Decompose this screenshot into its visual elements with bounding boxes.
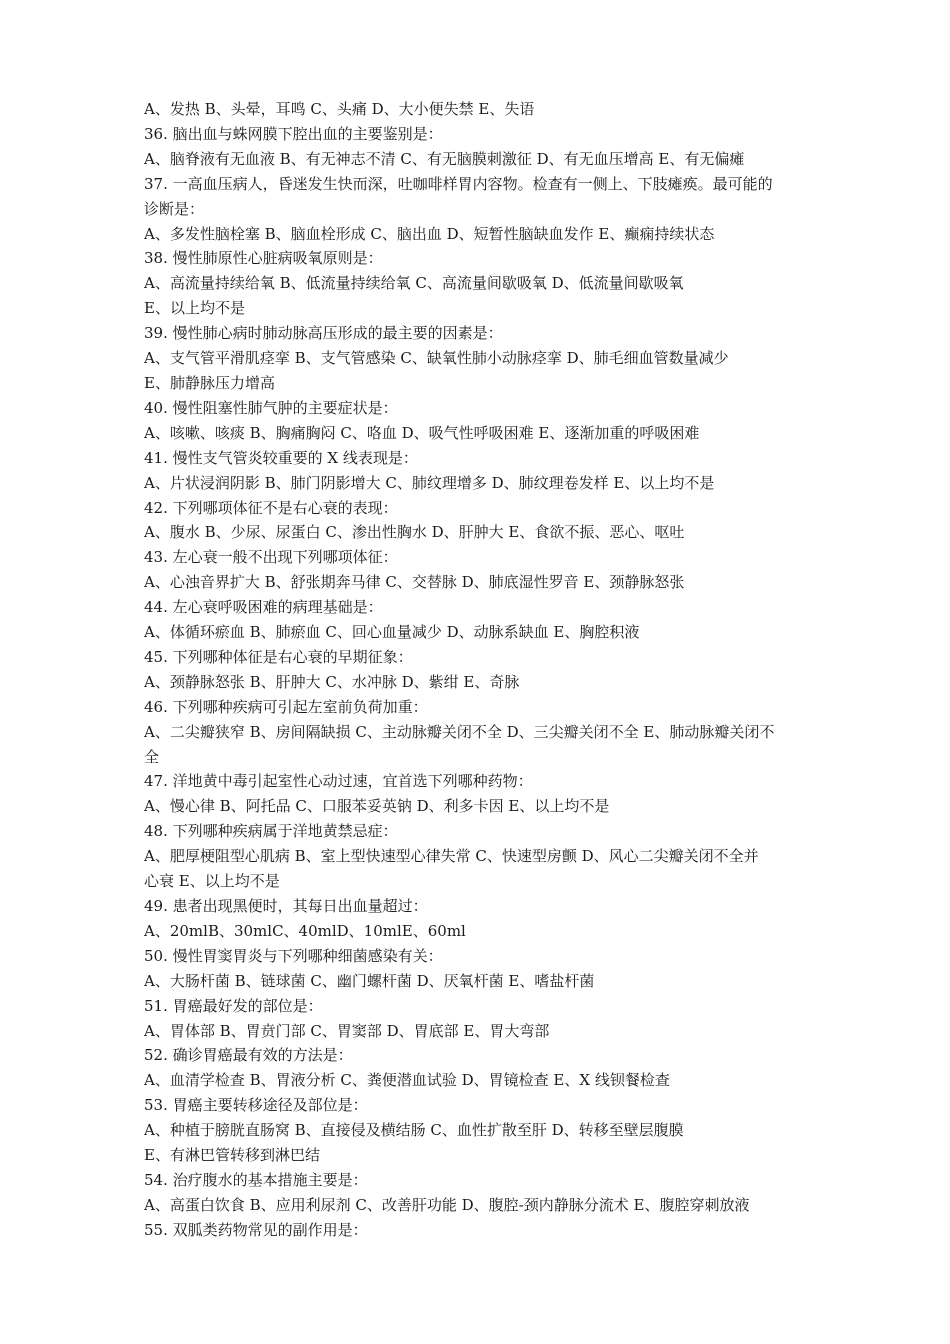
text-line: 55. 双胍类药物常见的副作用是：	[144, 1220, 368, 1239]
text-line: A、胃体部 B、胃贲门部 C、胃窦部 D、胃底部 E、胃大弯部	[144, 1021, 550, 1040]
text-line: A、片状浸润阴影 B、肺门阴影增大 C、肺纹理增多 D、肺纹理卷发样 E、以上均不是	[144, 473, 715, 492]
text-line: E、有淋巴管转移到淋巴结	[144, 1146, 320, 1165]
text-line: A、脑脊液有无血液 B、有无神志不清 C、有无脑膜刺激征 D、有无血压增高 E、有无偏瘫	[144, 149, 745, 168]
text-line: A、大肠杆菌 B、链球菌 C、幽门螺杆菌 D、厌氧杆菌 E、嗜盐杆菌	[144, 971, 595, 990]
text-line: 48. 下列哪种疾病属于洋地黄禁忌症：	[144, 822, 398, 841]
text-line: A、咳嗽、咳痰 B、胸痛胸闷 C、咯血 D、吸气性呼吸困难 E、逐渐加重的呼吸困难	[144, 423, 700, 442]
text-line: 39. 慢性肺心病时肺动脉高压形成的最主要的因素是：	[144, 324, 503, 343]
text-line: 42. 下列哪项体征不是右心衰的表现：	[144, 498, 398, 517]
text-line: 49. 患者出现黑便时，其每日出血量超过：	[144, 897, 428, 915]
text-line: 46. 下列哪种疾病可引起左室前负荷加重：	[144, 697, 428, 716]
text-line: 38. 慢性肺原性心脏病吸氧原则是：	[144, 249, 383, 268]
text-line: A、肥厚梗阻型心肌病 B、室上型快速型心律失常 C、快速型房颤 D、风心二尖瓣关闭不全并	[144, 847, 759, 866]
text-line: 诊断是：	[144, 199, 205, 218]
text-line: 心衰 E、以上均不是	[144, 872, 280, 891]
text-line: 全	[144, 747, 160, 766]
text-line: A、高流量持续给氧 B、低流量持续给氧 C、高流量间歇吸氧 D、低流量间歇吸氧	[144, 274, 684, 293]
text-line: A、慢心律 B、阿托品 C、口服苯妥英钠 D、利多卡因 E、以上均不是	[144, 797, 610, 816]
text-line: 40. 慢性阻塞性肺气肿的主要症状是：	[144, 398, 398, 417]
text-line: 52. 确诊胃癌最有效的方法是：	[144, 1046, 353, 1065]
text-line: 53. 胃癌主要转移途径及部位是：	[144, 1096, 368, 1115]
text-line: 44. 左心衰呼吸困难的病理基础是：	[144, 598, 383, 617]
text-line: 47. 洋地黄中毒引起室性心动过速，宜首选下列哪种药物：	[144, 772, 533, 791]
text-line: A、20mlB、30mlC、40mlD、10mlE、60ml	[144, 921, 466, 940]
text-line: E、肺静脉压力增高	[144, 373, 275, 392]
text-line: 43. 左心衰一般不出现下列哪项体征：	[144, 548, 398, 567]
text-line: A、多发性脑栓塞 B、脑血栓形成 C、脑出血 D、短暂性脑缺血发作 E、癫痫持续状态	[144, 224, 715, 243]
text-line: 41. 慢性支气管炎较重要的 X 线表现是：	[144, 448, 418, 467]
text-line: 54. 治疗腹水的基本措施主要是：	[144, 1170, 368, 1189]
document-page	[144, 97, 810, 1243]
text-line: 45. 下列哪种体征是右心衰的早期征象：	[144, 647, 413, 666]
text-line: A、种植于膀胱直肠窝 B、直接侵及横结肠 C、血性扩散至肝 D、转移至壁层腹膜	[144, 1121, 684, 1140]
text-line: A、血清学检查 B、胃液分析 C、粪便潜血试验 D、胃镜检查 E、X 线钡餐检查	[144, 1071, 670, 1090]
text-line: E、以上均不是	[144, 299, 245, 318]
text-line: 37. 一高血压病人，昏迷发生快而深，吐咖啡样胃内容物。检查有一侧上、下肢瘫痪。最可能的	[144, 174, 773, 193]
text-line: A、高蛋白饮食 B、应用利尿剂 C、改善肝功能 D、腹腔-颈内静脉分流术 E、腹腔穿刺放液	[144, 1195, 750, 1214]
text-line: A、颈静脉怒张 B、肝肿大 C、水冲脉 D、紫绀 E、奇脉	[144, 672, 520, 691]
text-line: A、腹水 B、少尿、尿蛋白 C、渗出性胸水 D、肝肿大 E、食欲不振、恶心、呕吐	[144, 523, 685, 542]
text-line: A、发热 B、头晕，耳鸣 C、头痛 D、大小便失禁 E、失语	[144, 100, 535, 118]
text-line: A、支气管平滑肌痉挛 B、支气管感染 C、缺氧性肺小动脉痉挛 D、肺毛细血管数量减少	[144, 349, 729, 368]
text-line: A、二尖瓣狭窄 B、房间隔缺损 C、主动脉瓣关闭不全 D、三尖瓣关闭不全 E、肺动脉瓣关闭不	[144, 722, 775, 741]
text-line: 50. 慢性胃窦胃炎与下列哪种细菌感染有关：	[144, 946, 443, 965]
text-line: A、心浊音界扩大 B、舒张期奔马律 C、交替脉 D、肺底湿性罗音 E、颈静脉怒张	[144, 573, 685, 592]
text-line: 51. 胃癌最好发的部位是：	[144, 996, 323, 1015]
text-line: 36. 脑出血与蛛网膜下腔出血的主要鉴别是：	[144, 124, 443, 143]
text-line: A、体循环瘀血 B、肺瘀血 C、回心血量减少 D、动脉系缺血 E、胸腔积液	[144, 623, 640, 642]
